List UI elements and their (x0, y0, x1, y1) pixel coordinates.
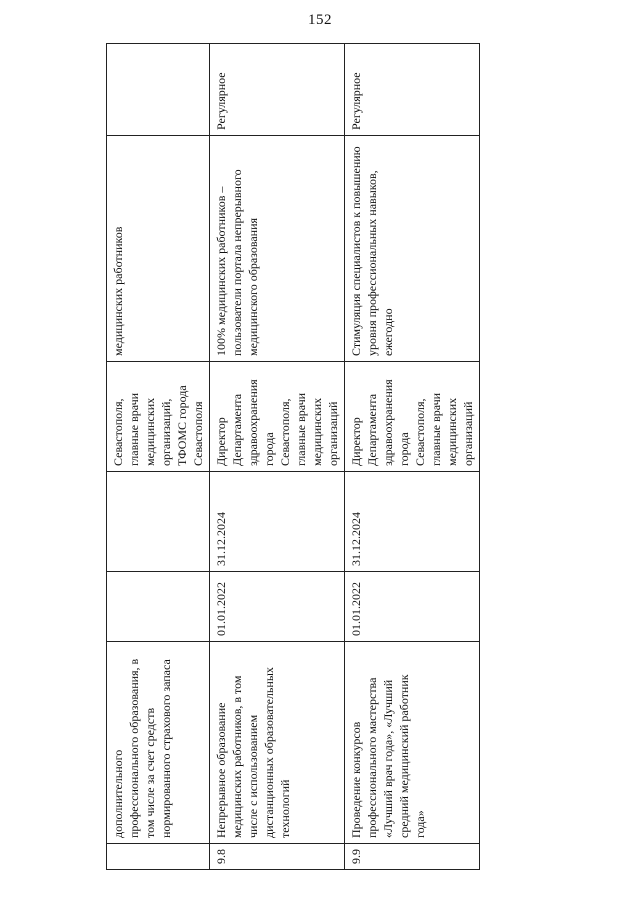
cell-activity: дополнительного профессионального образования, в том числе за счет средств нормированного страхового запаса (107, 642, 210, 844)
cell-result: Стимуляция специалистов к повышению уровня профессиональных навыков, ежегодно (345, 136, 480, 362)
table-row (345, 44, 480, 870)
page-number: 152 (308, 12, 332, 28)
table-row (107, 44, 210, 870)
cell-number: 9.8 (210, 844, 345, 870)
cell-end-date: 31.12.2024 (210, 472, 345, 572)
cell-activity: Непрерывное образование медицинских работников, в том числе с использованием дистанционных образовательных технологий (210, 642, 345, 844)
cell-number (107, 844, 210, 870)
cell-periodicity: Регулярное (210, 44, 345, 136)
table-row (210, 44, 345, 870)
cell-result: медицинских работников (107, 136, 210, 362)
cell-periodicity: Регулярное (345, 44, 480, 136)
plan-table (106, 43, 480, 870)
rotated-table-container (106, 44, 475, 870)
cell-responsible: Севастополя, главные врачи медицинских организаций, ТФОМС города Севастополя (107, 362, 210, 472)
cell-responsible: Директор Департамента здравоохранения города Севастополя, главные врачи медицинских организаций (345, 362, 480, 472)
cell-start-date: 01.01.2022 (210, 572, 345, 642)
cell-end-date (107, 472, 210, 572)
cell-number: 9.9 (345, 844, 480, 870)
cell-responsible: Директор Департамента здравоохранения города Севастополя, главные врачи медицинских организаций (210, 362, 345, 472)
cell-end-date: 31.12.2024 (345, 472, 480, 572)
cell-periodicity (107, 44, 210, 136)
cell-activity: Проведение конкурсов профессионального мастерства «Лучший врач года», «Лучший средний медицинский работник года» (345, 642, 480, 844)
cell-start-date (107, 572, 210, 642)
cell-start-date: 01.01.2022 (345, 572, 480, 642)
cell-result: 100% медицинских работников – пользователи портала непрерывного медицинского образования (210, 136, 345, 362)
